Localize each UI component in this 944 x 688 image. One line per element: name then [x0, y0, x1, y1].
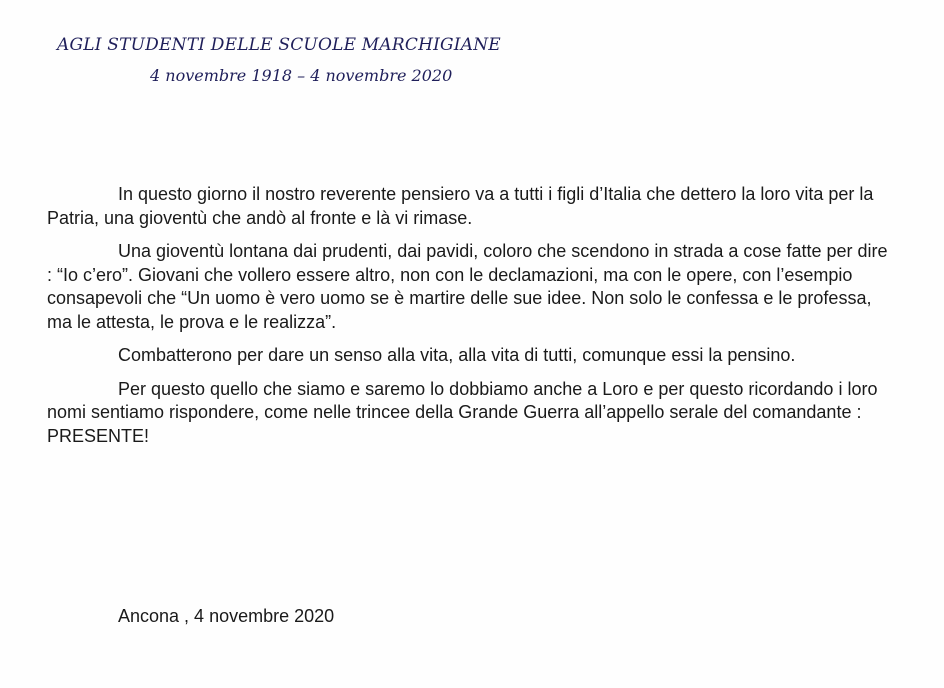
paragraph: In questo giorno il nostro reverente pensiero va a tutti i figli d’Italia che dettero la loro vita per la Patria, una gioventù che andò al fronte e là vi rimase.	[47, 184, 874, 228]
place-and-date: Ancona , 4 novembre 2020	[118, 606, 335, 626]
paragraph: Una gioventù lontana dai prudenti, dai pavidi, coloro che scendono in strada a cose fatte per dire : “Io c’ero”. Giovani che vollero essere altro, non con le declamazioni, ma con le opere, con l’esempio consapevoli che “Un uomo è vero uomo se è martire delle sue idee. Non solo le confessa e le professa, ma le attesta, le prova e le realizza”.	[47, 241, 888, 332]
paragraph: Per questo quello che siamo e saremo lo dobbiamo anche a Loro e per questo ricordando i loro nomi sentiamo rispondere, come nelle trincee della Grande Guerra all’appello serale del comandante : PRESENTE!	[47, 378, 878, 446]
paragraph: Combatterono per dare un senso alla vita, alla vita di tutti, comunque essi la pensino.	[118, 345, 796, 365]
document-dates: 4 novembre 1918 – 4 novembre 2020	[150, 66, 453, 85]
document-title: AGLI STUDENTI DELLE SCUOLE MARCHIGIANE	[57, 35, 501, 55]
document-body	[47, 183, 897, 458]
